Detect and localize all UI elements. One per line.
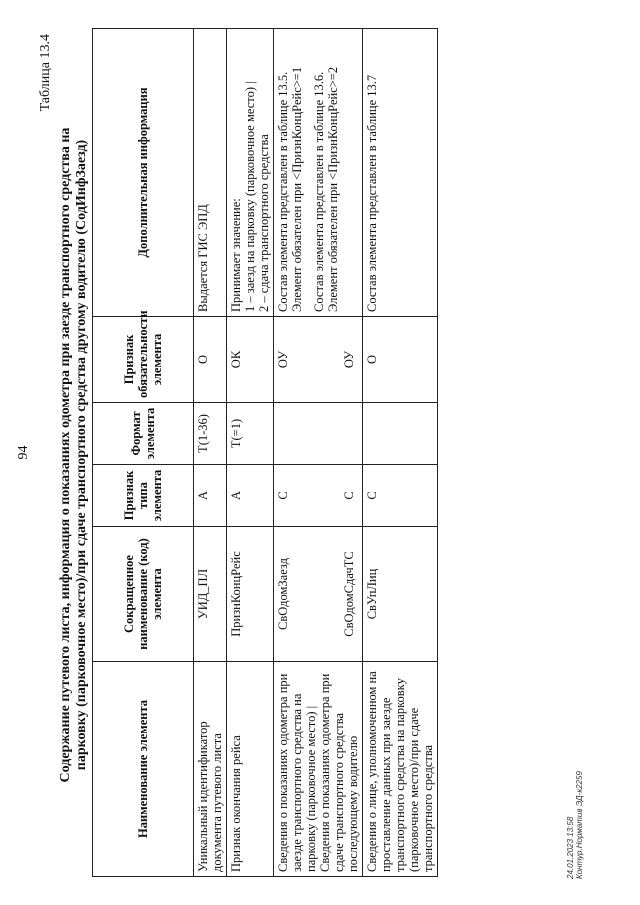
cell-extra: Принимает значение: 1 – заезд на парковку (парковочное место) | 2 – сдача транспортного средства	[227, 29, 274, 317]
cell-short: УИД_ПЛ	[194, 527, 227, 662]
cell-name: Уникальный идентификатор документа путевого листа	[194, 662, 227, 877]
cell-short: ПризнКонцРейс	[227, 527, 274, 662]
cell-format: T(1-36)	[194, 403, 227, 465]
cell-mandatory: О	[194, 317, 227, 403]
cell-short-part2: СвОдомСдачТС	[342, 551, 356, 637]
page-number: 94	[16, 445, 31, 460]
table-row	[227, 29, 274, 877]
header-type: Признак типа элемента	[93, 465, 194, 527]
cell-name: Признак окончания рейса	[227, 662, 274, 877]
cell-mandatory-part1: ОУ	[276, 350, 290, 369]
cell-short	[274, 527, 363, 662]
cell-format: T(=1)	[227, 403, 274, 465]
cell-name: Сведения о лице, уполномоченном на проставление данных при заезде транспортного средства на парковку (парковочное место)/при сдаче транспортного средства	[363, 662, 438, 877]
cell-type: А	[194, 465, 227, 527]
cell-extra: Выдается ГИС ЭПД	[194, 29, 227, 317]
cell-short: СвУпЛиц	[363, 527, 438, 662]
header-short: Сокращенное наименование (код) элемента	[93, 527, 194, 662]
cell-type: А	[227, 465, 274, 527]
elements-table	[92, 28, 438, 877]
document-title: Содержание путевого листа, информация о показаниях одометра при заезде транспортного средства на парковку (парковочное место)/при сдаче транспортного средства другому водителю (СодИнфЗаезд)	[58, 127, 89, 783]
cell-extra: Состав элемента представлен в таблице 13.7	[363, 29, 438, 317]
cell-short-part1: СвОдомЗаезд	[276, 558, 290, 630]
cell-name-part2: Сведения о показаниях одометра при сдаче транспортного средства последующему водителю	[318, 673, 360, 872]
header-extra: Дополнительная информация	[93, 29, 194, 317]
cell-type: С	[363, 465, 438, 527]
cell-type-part1: С	[276, 491, 290, 500]
stamp-source: Контур.Норматив ЭД-к2259	[575, 771, 584, 879]
cell-name-part1: Сведения о показаниях одометра при заезде транспортного средства на парковку (парковочное место) |	[276, 673, 318, 872]
cell-mandatory-part2: ОУ	[342, 350, 356, 369]
header-format: Формат элемента	[93, 403, 194, 465]
header-mandatory: Признак обязательности элемента	[93, 317, 194, 403]
cell-mandatory: О	[363, 317, 438, 403]
stamp-date: 24.01.2023 13:58	[566, 816, 575, 879]
cell-type-part2: С	[342, 491, 356, 500]
table-row	[274, 29, 363, 877]
cell-extra-part2: Состав элемента представлен в таблице 13.6. Элемент обязателен при <ПризнКонцРейс>=2	[312, 66, 340, 312]
cell-mandatory: ОК	[227, 317, 274, 403]
table-row	[363, 29, 438, 877]
cell-extra-part1: Состав элемента представлен в таблице 13.5. Элемент обязателен при <ПризнКонцРейс>=1	[276, 66, 304, 312]
cell-name	[274, 662, 363, 877]
print-stamp	[566, 771, 584, 879]
table-row	[194, 29, 227, 877]
table-header-row	[93, 29, 194, 877]
cell-type	[274, 465, 363, 527]
header-name: Наименование элемента	[93, 662, 194, 877]
cell-format	[274, 403, 363, 465]
cell-format	[363, 403, 438, 465]
cell-mandatory	[274, 317, 363, 403]
cell-extra	[274, 29, 363, 317]
table-label: Таблица 13.4	[38, 34, 53, 112]
